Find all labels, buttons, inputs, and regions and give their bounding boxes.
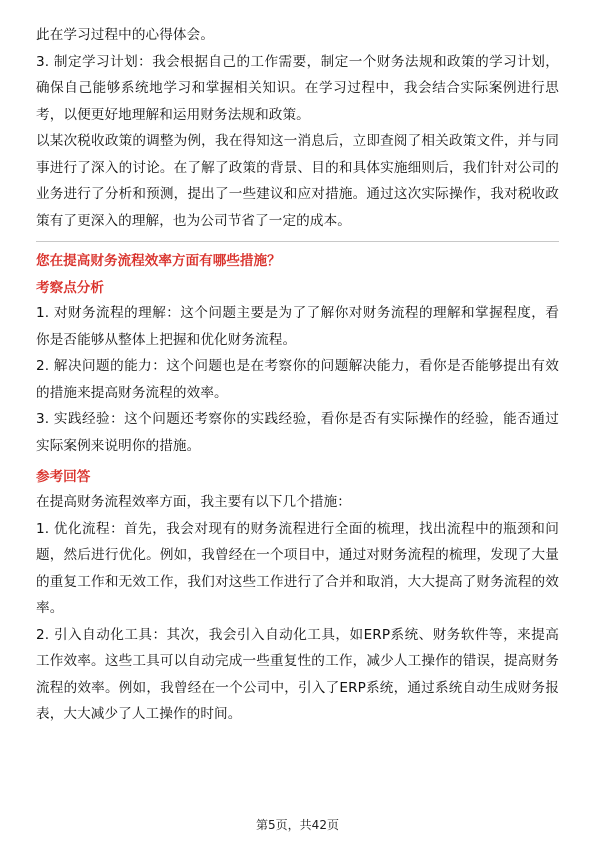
question-heading: 您在提高财务流程效率方面有哪些措施？ (36, 253, 281, 269)
list-item: 3. 实践经验：这个问题还考察你的实践经验，看你是否有实际操作的经验，能否通过实际案例来说明你的措施。 (36, 411, 559, 454)
paragraph: 3. 制定学习计划：我会根据自己的工作需要，制定一个财务法规和政策的学习计划，确保自己能够系统地学习和掌握相关知识。在学习过程中，我会结合实际案例进行思考，以便更好地理解和运用财务法规和政策。 (36, 53, 559, 123)
list-item: 在提高财务流程效率方面，我主要有以下几个措施： (36, 494, 351, 510)
section-divider (36, 241, 559, 242)
list-item: 2. 解决问题的能力：这个问题也是在考察你的问题解决能力，看你是否能够提出有效的措施来提高财务流程的效率。 (36, 358, 559, 401)
analysis-title: 考察点分析 (36, 280, 104, 296)
answer-list (36, 489, 559, 728)
answer-title: 参考回答 (36, 469, 91, 485)
analysis-list (36, 300, 559, 459)
list-item: 2. 引入自动化工具：其次，我会引入自动化工具，如ERP系统、财务软件等，来提高工作效率。这些工具可以自动完成一些重复性的工作，减少人工操作的错误，提高财务流程的效率。例如，我曾经在一个公司中，引入了ERP系统，通过系统自动生成财务报表，大大减少了人工操作的时间。 (36, 626, 559, 722)
document-page (36, 22, 559, 728)
previous-answer-continuation (36, 22, 559, 234)
list-item: 1. 对财务流程的理解：这个问题主要是为了了解你对财务流程的理解和掌握程度，看你是否能够从整体上把握和优化财务流程。 (36, 305, 559, 348)
paragraph: 以某次税收政策的调整为例，我在得知这一消息后，立即查阅了相关政策文件，并与同事进行了深入的讨论。在了解了政策的背景、目的和具体实施细则后，我们针对公司的业务进行了分析和预测，提出了一些建议和应对措施。通过这次实际操作，我对税收政策有了更深入的理解，也为公司节省了一定的成本。 (36, 133, 559, 229)
paragraph: 此在学习过程中的心得体会。 (36, 27, 215, 43)
page-number: 第5页，共42页 (256, 818, 339, 832)
list-item: 1. 优化流程：首先，我会对现有的财务流程进行全面的梳理，找出流程中的瓶颈和问题，然后进行优化。例如，我曾经在一个项目中，通过对财务流程的梳理，发现了大量的重复工作和无效工作，我们对这些工作进行了合并和取消，大大提高了财务流程的效率。 (36, 520, 559, 616)
